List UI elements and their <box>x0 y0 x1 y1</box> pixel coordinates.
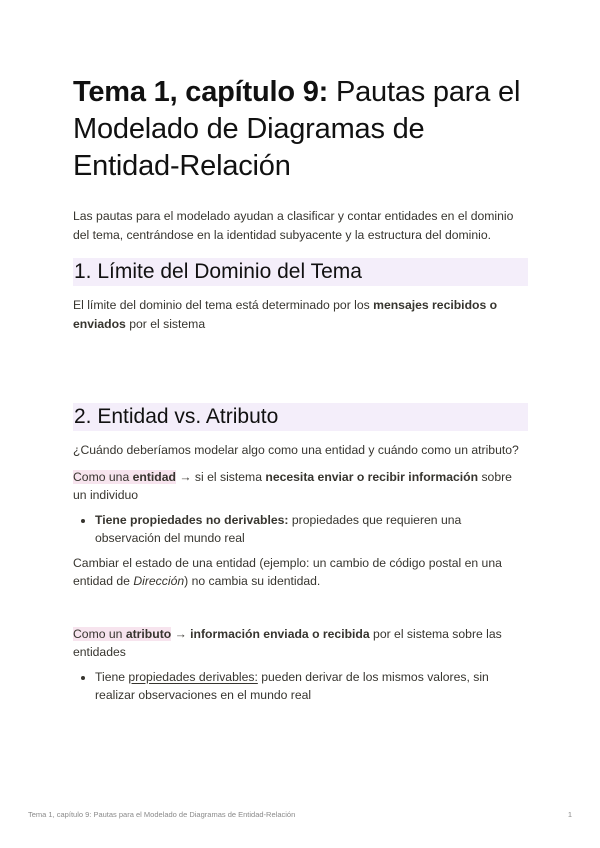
entity-highlight <box>73 470 176 484</box>
entity-post: sobre un individuo <box>73 469 512 502</box>
attr-arrow: → <box>171 626 191 641</box>
entity-hl-bold: entidad <box>132 469 176 484</box>
page-footer <box>28 810 572 819</box>
footer-page-number: 1 <box>567 810 572 819</box>
section-2-question: ¿Cuándo deberíamos modelar algo como una entidad y cuándo como un atributo? <box>73 443 519 457</box>
attr-hl-bold: atributo <box>125 626 172 641</box>
section-1-paragraph <box>73 296 528 333</box>
attr-post: por el sistema sobre las entidades <box>73 626 502 659</box>
attr-bullet-pre: Tiene <box>95 669 129 684</box>
s1-text-pre: El límite del dominio del tema está determinado por los <box>73 298 374 312</box>
entity-list <box>73 511 528 548</box>
entity-note-pre: Cambiar el estado de una entidad (ejemplo: un cambio de código postal en una entidad de <box>73 555 502 588</box>
attribute-paragraph <box>73 625 528 662</box>
entity-note <box>73 554 528 591</box>
section-2-heading: 2. Entidad vs. Atributo <box>73 403 528 431</box>
entity-hl-pre: Como una <box>73 469 133 484</box>
entity-bullet <box>95 511 528 548</box>
entity-paragraph <box>73 468 528 505</box>
attr-hl-pre: Como un <box>73 626 126 641</box>
entity-arrow: → si el sistema <box>175 469 266 484</box>
entity-note-em: Dirección <box>133 574 185 588</box>
entity-note-post: ) no cambia su identidad. <box>184 574 321 588</box>
attribute-list <box>73 668 528 705</box>
attr-bullet-rest: pueden derivar de los mismos valores, sin realizar observaciones en el mundo real <box>95 669 489 702</box>
title-lead: Tema 1, capítulo 9: <box>73 76 329 108</box>
title-rest: Pautas para el Modelado de Diagramas de Entidad-Relación <box>73 76 521 182</box>
section-1-heading: 1. Límite del Dominio del Tema <box>73 258 528 286</box>
attr-bold: información enviada o recibida <box>190 626 370 641</box>
intro-paragraph: Las pautas para el modelado ayudan a clasificar y contar entidades en el dominio del tema, centrándose en la identidad subyacente y la estructura del dominio. <box>73 209 514 242</box>
attribute-bullet <box>95 668 528 705</box>
entity-bullet-rest: propiedades que requieren una observación del mundo real <box>95 512 462 545</box>
document-page <box>73 74 528 705</box>
attribute-highlight <box>73 627 171 641</box>
entity-bold: necesita enviar o recibir información <box>265 469 479 484</box>
footer-title: Tema 1, capítulo 9: Pautas para el Modelado de Diagramas de Entidad-Relación <box>28 810 296 819</box>
s1-text-post: por el sistema <box>125 316 206 331</box>
entity-bullet-bold: Tiene propiedades no derivables: <box>95 512 289 527</box>
attr-bullet-underlined: propiedades derivables: <box>128 669 258 684</box>
s1-text-bold: mensajes recibidos o enviados <box>73 298 498 331</box>
page-title <box>73 74 528 185</box>
